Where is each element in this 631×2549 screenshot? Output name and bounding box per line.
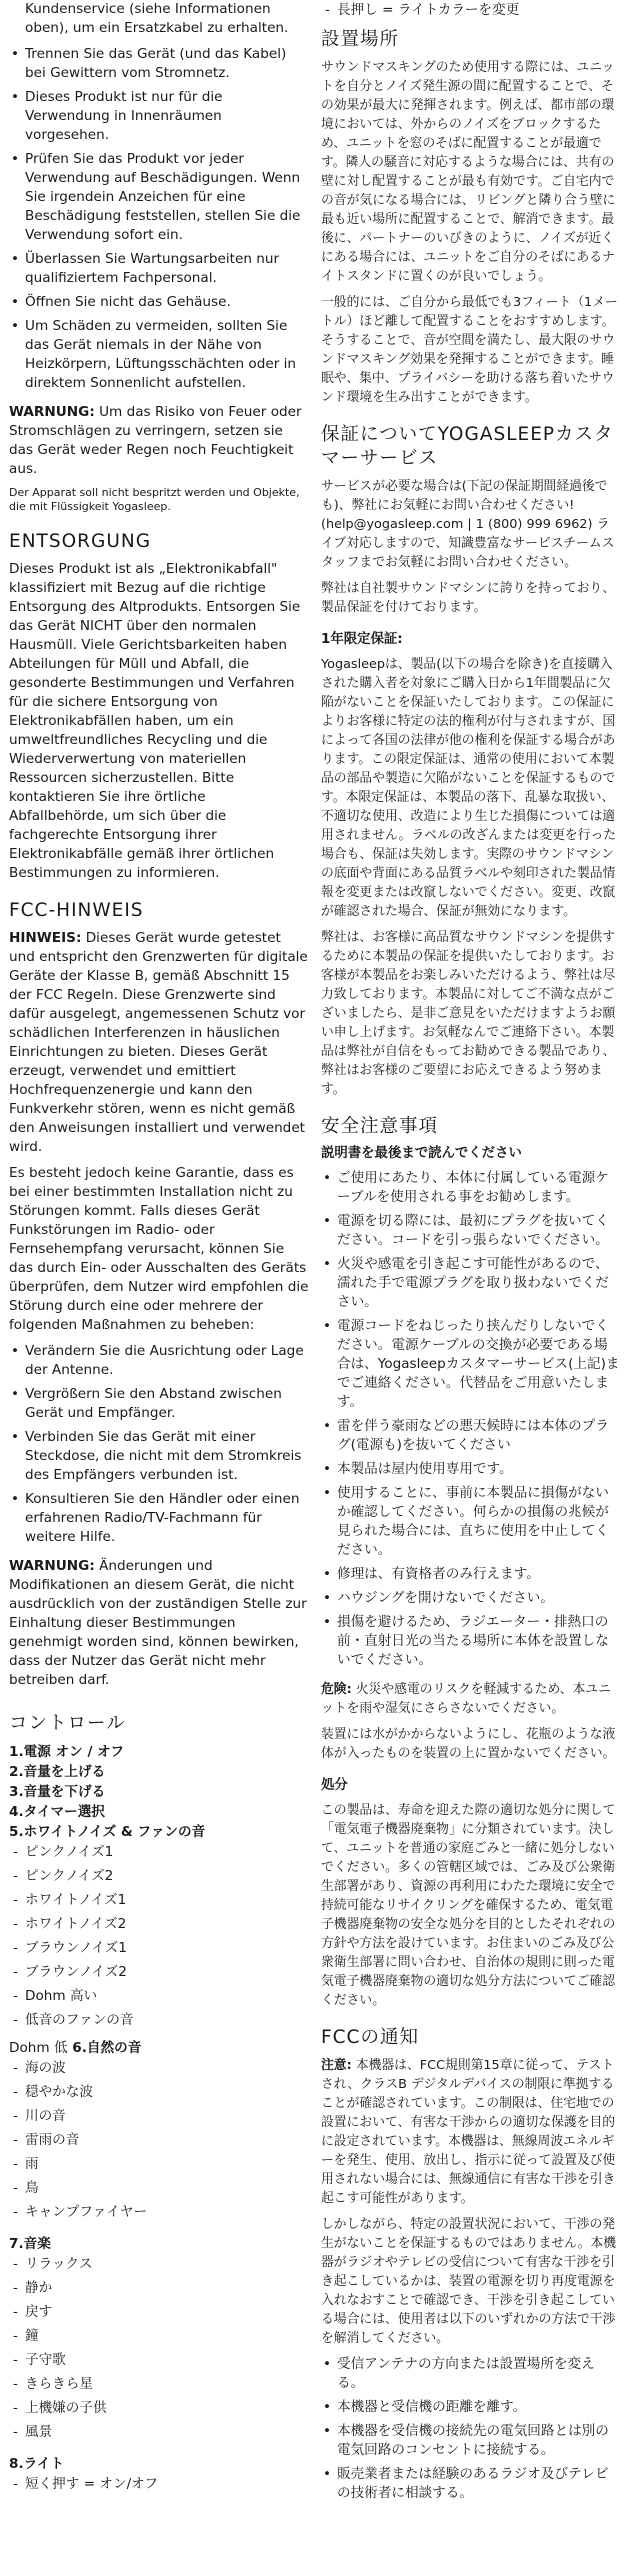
list-item: - 風景 <box>9 2422 309 2442</box>
left-column <box>9 0 309 2502</box>
list-item: • ハウジングを開けないでください。 <box>321 1589 621 1608</box>
safety-subheading: 説明書を最後まで読んでください <box>321 1146 522 1161</box>
list-item: • 電源コードをねじったり挟んだりしないでください。電源ケーブルの交換が必要である場合は、Yogasleepカスタマーサービス(上記)までご連絡ください。代替品をご用意いたします。 <box>321 1317 621 1412</box>
control-item: 2.音量を上げる <box>9 1764 106 1780</box>
list-item: • Konsultieren Sie den Händler oder einen erfahrenen Radio/TV-Fachmann für weitere Hilfe. <box>9 1490 309 1547</box>
control-item: 1.電源 オン / オフ <box>9 1744 124 1760</box>
intro-continuation: Kundenservice (siehe Informationen oben), um ein Ersatzkabel zu erhalten. <box>25 1 289 36</box>
disposal-heading: 処分 <box>321 1778 348 1793</box>
limited-warranty-heading: 1年限定保証: <box>321 632 403 647</box>
fcc-jp-paragraph <box>321 2056 621 2208</box>
list-item: - Dohm 高い <box>9 1986 309 2006</box>
list-item: • 販売業者または経験のあるラジオ及びテレビの技術者に相談する。 <box>321 2465 621 2503</box>
fcc-paragraph <box>9 929 309 1157</box>
list-item: - 短く押す = オン/オフ <box>9 2474 309 2494</box>
list-item: • 修理は、有資格者のみ行えます。 <box>321 1565 621 1584</box>
list-item: - 穏やかな波 <box>9 2082 309 2102</box>
light-list-continued <box>321 0 621 20</box>
list-item: - きらきら星 <box>9 2374 309 2394</box>
list-item: • 損傷を避けるため、ラジエーター・排熱口の前・直射日光の当たる場所に本体を設置しないでください。 <box>321 1613 621 1670</box>
list-item: - ピンクノイズ1 <box>9 1842 309 1862</box>
list-item: - 川の音 <box>9 2106 309 2126</box>
controls-heading: コントロール <box>9 1713 126 1734</box>
safety-heading: 安全注意事項 <box>321 1116 439 1137</box>
control-item: 3.音量を下げる <box>9 1784 106 1800</box>
danger-text: 火災や感電のリスクを軽減するため、本ユニットを雨や湿気にさらさないでください。 <box>321 1682 611 1716</box>
light-title: 8.ライト <box>9 2456 64 2472</box>
danger-label: 危険: <box>321 1682 352 1697</box>
list-item: • 雷を伴う豪雨などの悪天候時には本体のプラグ(電源も)を抜いてください <box>321 1417 621 1455</box>
placement-text: サウンドマスキングのため使用する際には、ユニットを自分とノイズ発生源の間に配置することで、その効果が最大に発揮されます。例えば、都市部の環境においては、外からのノイズをブロックするため、ユニットを窓のそばに配置することが最適です。隣人の騒音に対応するような場合には、共有の壁に対し配置することが最も有効です。ご自宅内での音が気になる場合には、リビングと隣り合う壁に最も近い場所に配置することで、解消できます。最後に、パートナーのいびきのように、ノイズが近くにある場合には、ユニットをご自分のそばにあるナイトスタンドに置くのが良いでしょう。 <box>321 60 616 284</box>
warning-label: WARNUNG: <box>9 404 95 420</box>
list-item: • Dieses Produkt ist nur für die Verwendung in Innenräumen vorgesehen. <box>9 88 309 145</box>
light-list <box>9 2474 309 2494</box>
placement-text-2: 一般的には、ご自分から最低でも3フィート（1メートル）ほど離して配置することをおすすめします。そうすることで、音が空間を満たし、最大限のサウンドマスキング効果を発揮することができます。睡眠や、集中、プライバシーを助ける落ち着いたサウンド環境を生み出すことができます。 <box>321 295 618 405</box>
fcc-text: Dieses Gerät wurde getestet und entspricht den Grenzwerten für digitale Geräte der Klasse B, gemäß Abschnitt 15 der FCC Regeln. Diese Grenzwerte sind dafür ausgelegt, angemessenen Schutz vor schädlichen Interferenzen in häuslichen Einrichtungen zu bieten. Dieses Gerät erzeugt, verwendet und emittiert Hochfrequenzenergie und kann den Funkverkehr stören, wenn es nicht gemäß den Anweisungen installiert und verwendet wird. <box>9 930 308 1155</box>
warranty-text-2: 弊社は自社製サウンドマシンに誇りを持っており、製品保証を付けております。 <box>321 581 616 615</box>
list-item: - 戻す <box>9 2302 309 2322</box>
warning-text: Um das Risiko von Feuer oder Stromschlägen zu verringern, setzen sie das Gerät weder Regen noch Feuchtigkeit aus. <box>9 404 302 477</box>
list-item: - 鳥 <box>9 2178 309 2198</box>
list-item: - 低音のファンの音 <box>9 2010 309 2030</box>
list-item: - 子守歌 <box>9 2350 309 2370</box>
music-title: 7.音楽 <box>9 2236 51 2252</box>
list-item: - 雷雨の音 <box>9 2130 309 2150</box>
list-item: - ピンクノイズ2 <box>9 1866 309 1886</box>
list-item: - リラックス <box>9 2254 309 2274</box>
warning2-text: Änderungen und Modifikationen an diesem Gerät, die nicht ausdrücklich von der zuständigen Stelle zur Einhaltung dieser Bestimmungen genehmigt worden sind, können bewirken, dass der Nutzer das Gerät nicht mehr betreiben darf. <box>9 1558 307 1688</box>
list-item: - 雨 <box>9 2154 309 2174</box>
fcc-jp-paragraph-2: しかしながら、特定の設置状況において、干渉の発生がないことを保証するものではありません。本機器がラジオやテレビの受信について有害な干渉を引き起こしているかは、装置の電源を切り再度電源を入れなおすことで確認でき、干渉を引き起こしている場合には、使用者は以下のいずれかの方法で干渉を解消してください。 <box>321 2217 617 2346</box>
list-item: • Überlassen Sie Wartungsarbeiten nur qualifiziertem Fachpersonal. <box>9 250 309 288</box>
nature-title: 6.自然の音 <box>72 2040 142 2056</box>
safety-bullet-list <box>9 45 309 393</box>
limited-warranty-text: Yogasleepは、製品(以下の場合を除き)を直接購入された購入者を対象にご購入日から1年間製品に欠陥がないことを保証いたしております。この保証によりお客様に特定の法的権利が付与されますが、国によって各国の法律が他の権利を保証する場合があります。この限定保証は、通常の使用において本製品の部品や製造に欠陥がないことを保証するものです。本限定保証は、本製品の落下、乱暴な取扱い、不適切な使用、改造により生じた損傷については適用されません。ラベルの改ざんまたは変更を行った場合も、保証は失効します。実際のサウンドマシンの底面や背面にある品質ラベルや刻印された製品情報を変更または改竄しないでください。変更、改竄が確認された場合、保証が無効になります。 <box>321 657 617 919</box>
warning2-paragraph <box>9 1557 309 1690</box>
dohm-low-line <box>9 2038 309 2058</box>
entsorgung-text: Dieses Produkt ist als „Elektronikabfall" klassifiziert mit Bezug auf die richtige Entsorgung des Altprodukts. Entsorgen Sie das Gerät NICHT über den normalen Hausmüll. Viele Gerichtsbarkeiten haben Abteilungen für Müll und Abfall, die gesonderte Bestimmungen und Verfahren für die sichere Entsorgung von Elektronikabfällen haben, um ein umweltfreundliches Recycling und die Wiederverwertung von materiellen Ressourcen sicherzustellen. Bitte kontaktieren Sie ihre örtliche Abfallbehörde, um sich über die fachgerechte Entsorgung ihrer Elektronikabfälle gemäß ihrer örtlichen Bestimmungen zu informieren. <box>9 561 301 881</box>
fcc-jp-label: 注意: <box>321 2058 352 2073</box>
warranty-text: サービスが必要な場合は(下記の保証期間経過後でも)、弊社にお気軽にお問い合わせください! (help@yogasleep.com | 1 (800) 999 6962) ライブ対応しますので、知識豊富なサービスチームスタッフまでお気軽にお問い合わせください。 <box>321 479 615 570</box>
entsorgung-heading: ENTSORGUNG <box>9 531 152 552</box>
fcc-label: HINWEIS: <box>9 930 82 946</box>
list-item: • 使用することに、事前に本製品に損傷がないか確認してください。何らかの損傷の兆候が見られた場合には、直ちに使用を中止してください。 <box>321 1484 621 1560</box>
danger-paragraph <box>321 1680 621 1718</box>
danger-text-2: 装置には水がかからないようにし、花瓶のような液体が入ったものを装置の上に置かないでください。 <box>321 1727 616 1761</box>
fcc-bullet-list <box>9 1342 309 1547</box>
list-item: • Um Schäden zu vermeiden, sollten Sie das Gerät niemals in der Nähe von Heizkörpern, Lüftungsschächten oder in direktem Sonnenlicht aufstellen. <box>9 317 309 393</box>
list-item: - キャンプファイヤー <box>9 2202 309 2222</box>
right-column <box>321 0 621 2513</box>
fcc-paragraph-2: Es besteht jedoch keine Garantie, dass es bei einer bestimmten Installation nicht zu Störungen kommt. Falls dieses Gerät Funkstörungen im Radio- oder Fernsehempfang verursacht, können Sie das durch Ein- oder Ausschalten des Geräts überprüfen, dem Nutzer wird empfohlen die Störung durch eine oder mehrere der folgenden Maßnahmen zu beheben: <box>9 1165 309 1333</box>
list-item: - ブラウンノイズ2 <box>9 1962 309 1982</box>
safety-list <box>321 1169 621 1670</box>
fcc-jp-list <box>321 2355 621 2503</box>
limited-warranty-text-2: 弊社は、お客様に高品質なサウンドマシンを提供するために本製品の保証を提供いたしております。お客様が本製品をお楽しみいただけるよう、弊社は尽力致しております。本製品に対してご不満な点がございましたら、是非ご意見をいただけますようお願い申し上げます。お気軽なんでご連絡下さい。本製品は弊社が自信をもってお勧めできる製品であり、弊社はお客様のご要望にお応えできるよう努めます。 <box>321 930 616 1097</box>
list-item: • 電源を切る際には、最初にプラグを抜いてください。コードを引っ張らないでください。 <box>321 1212 621 1250</box>
list-item: • Öffnen Sie nicht das Gehäuse. <box>9 293 309 312</box>
small-note: Der Apparat soll nicht bespritzt werden und Objekte, die mit Flüssigkeit Yogasleep. <box>9 486 300 513</box>
control-item: 5.ホワイトノイズ & ファンの音 <box>9 1824 206 1840</box>
list-item: - ホワイトノイズ2 <box>9 1914 309 1934</box>
list-item: - 海の波 <box>9 2058 309 2078</box>
placement-heading: 設置場所 <box>321 29 400 50</box>
list-item: • 本機器を受信機の接続先の電気回路とは別の電気回路のコンセントに接続する。 <box>321 2422 621 2460</box>
disposal-text: この製品は、寿命を迎えた際の適切な処分に関して「電気電子機器廃棄物」に分類されています。決して、ユニットを普通の家庭ごみと一緒に処分しないでください。多くの管轄区域では、ごみ及び公衆衛生部署があり、資源の再利用にわたた環境に安全で持続可能なリサイクリングを確保するため、電気電子機器廃棄物の安全な処分を目的としたそれぞれの方針や方法を設けています。お住まいのごみ及び公衆衛生部署に問い合わせ、自治体の規則に則った電気電子機器廃棄物の適切な処分方法についてご確認ください。 <box>321 1803 616 2008</box>
fcc-heading: FCC-HINWEIS <box>9 900 144 921</box>
list-item: • Verbinden Sie das Gerät mit einer Steckdose, die nicht mit dem Stromkreis des Empfängers verbunden ist. <box>9 1428 309 1485</box>
list-item: • 本製品は屋内使用専用です。 <box>321 1460 621 1479</box>
list-item: • ご使用にあたり、本体に付属している電源ケーブルを使用される事をお勧めします。 <box>321 1169 621 1207</box>
list-item: • Trennen Sie das Gerät (und das Kabel) bei Gewittern vom Stromnetz. <box>9 45 309 83</box>
list-item: • 本機器と受信機の距離を離す。 <box>321 2398 621 2417</box>
list-item: • Verändern Sie die Ausrichtung oder Lage der Antenne. <box>9 1342 309 1380</box>
list-item: • 火災や感電を引き起こす可能性があるので、濡れた手で電源プラグを取り扱わないでください。 <box>321 1255 621 1312</box>
list-item: - ホワイトノイズ1 <box>9 1890 309 1910</box>
warranty-heading: 保証についてYOGASLEEPカスタマーサービス <box>321 424 614 469</box>
list-item: • 受信アンテナの方向または設置場所を変える。 <box>321 2355 621 2393</box>
fcc-jp-heading: FCCの通知 <box>321 2027 419 2048</box>
music-list <box>9 2254 309 2442</box>
list-item: - 長押し = ライトカラーを変更 <box>321 0 621 20</box>
warning-paragraph <box>9 403 309 479</box>
list-item: • Prüfen Sie das Produkt vor jeder Verwendung auf Beschädigungen. Wenn Sie irgendein Anzeichen für eine Beschädigung feststellen, stellen Sie die Verwendung sofort ein. <box>9 150 309 245</box>
warning2-label: WARNUNG: <box>9 1558 95 1574</box>
list-item: • Vergrößern Sie den Abstand zwischen Gerät und Empfänger. <box>9 1385 309 1423</box>
fcc-jp-text: 本機器は、FCC規則第15章に従って、テストされ、クラスB デジタルデバイスの制限に準拠することが確認されています。この制限は、住宅地での設置において、有害な干渉からの適切な保護を目的に設定されています。本機器は、無線周波エネルギーを発生、使用、放出し、指示に従って設置及び使用されない場合には、無線通信に有害な干渉を引き起こす可能性があります。 <box>321 2058 616 2206</box>
list-item: - ブラウンノイズ1 <box>9 1938 309 1958</box>
list-item: - 静か <box>9 2278 309 2298</box>
list-item: - 鐘 <box>9 2326 309 2346</box>
control-item: 4.タイマー選択 <box>9 1804 105 1820</box>
nature-list <box>9 2058 309 2222</box>
list-item: - 上機嫌の子供 <box>9 2398 309 2418</box>
white-noise-list <box>9 1842 309 2030</box>
dohm-low: Dohm 低 <box>9 2040 68 2056</box>
